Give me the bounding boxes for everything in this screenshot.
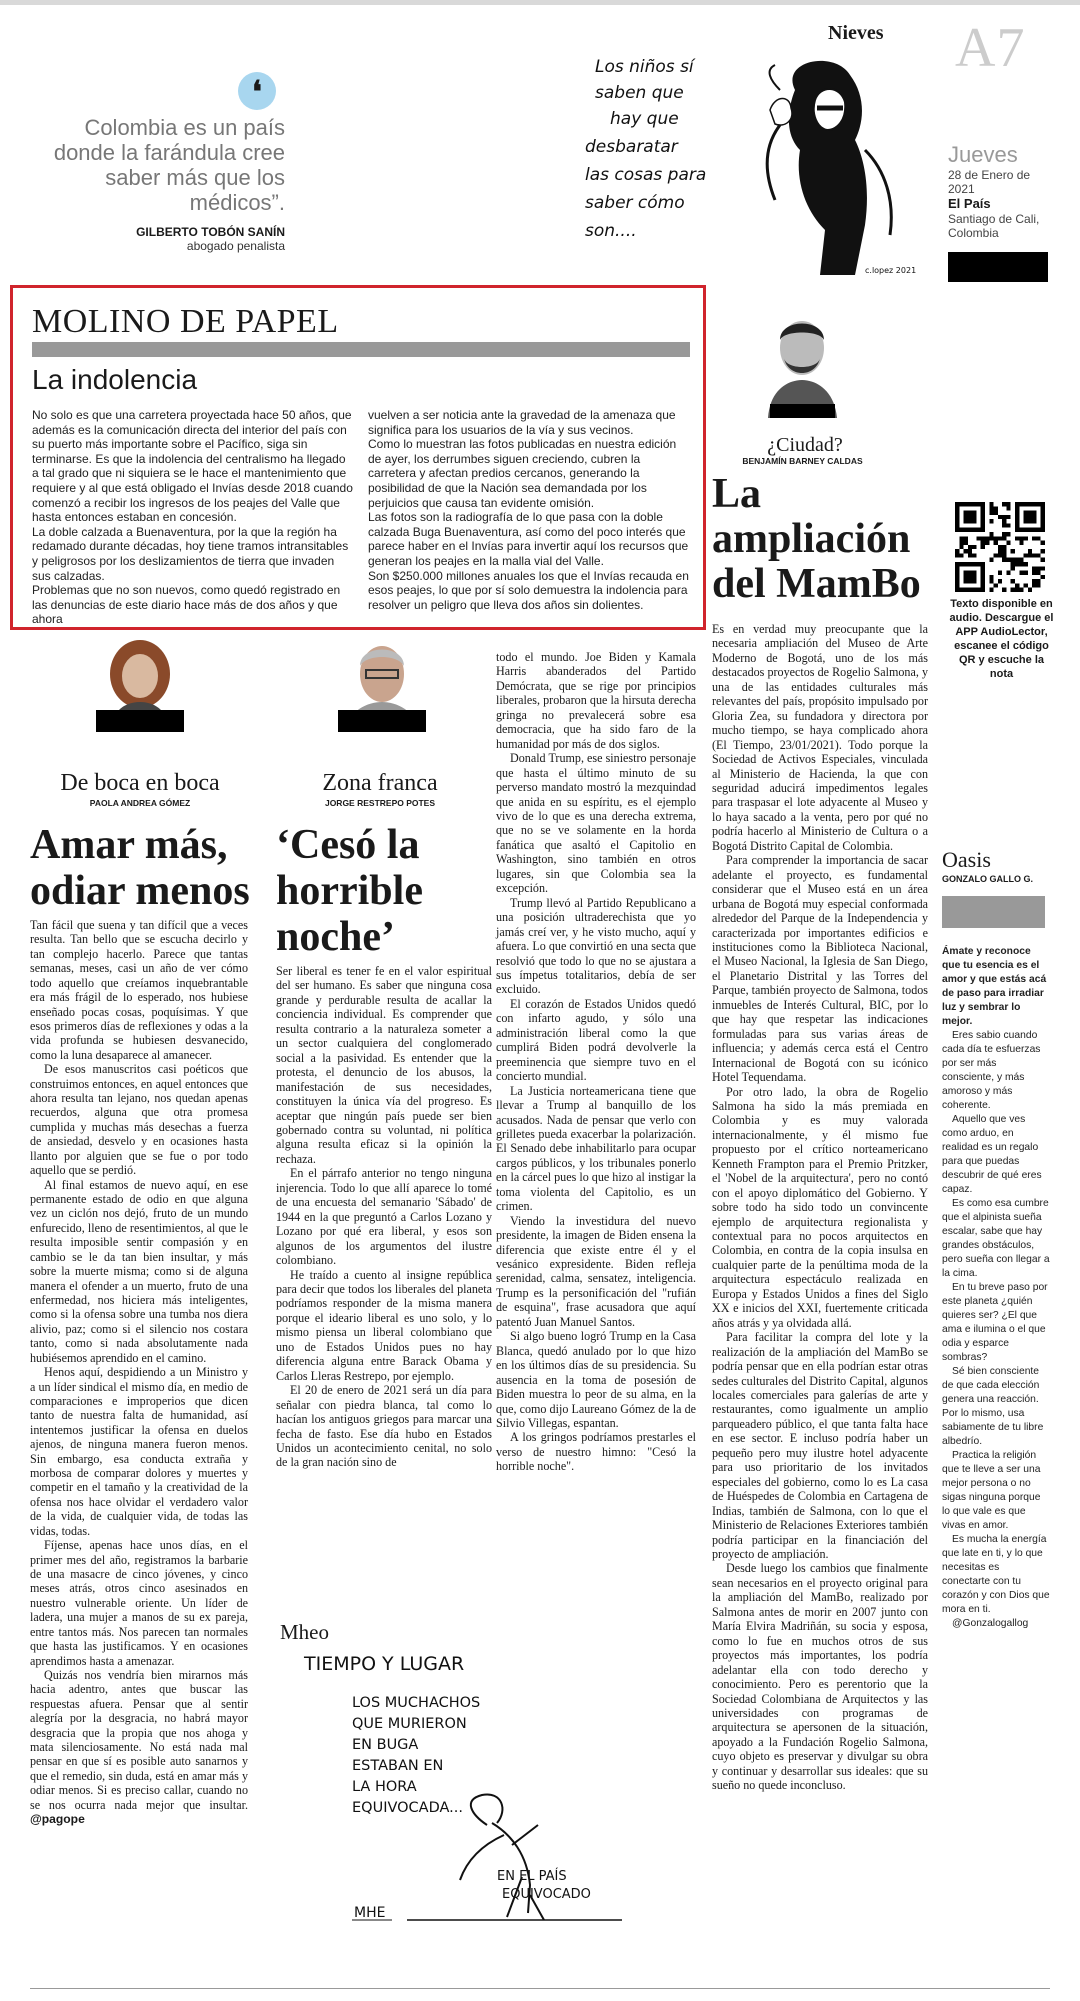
weekday: Jueves [948, 142, 1018, 167]
qr-module [1019, 558, 1023, 562]
cartoon-signature: c.lopez 2021 [865, 266, 917, 275]
qr-module [955, 549, 959, 553]
paragraph: La Justicia norteamericana tiene que llevar a Trump al banquillo de los acusados. Nada de pensar que verlo con grilletes pueda exacerbar la polarización. El Senado debe inhabilitarlo para ocupar cargos públicos, y los tribunales ponerlo en la cárcel pues lo que hizo al instigar la toma violenta del Capitolio, es un crimen. [496, 1083, 696, 1214]
paragraph: A los gringos podríamos prestarles el verso de nuestro himno: "Cesó la horrible noche". [496, 1430, 696, 1474]
cartoon-header: TIEMPO Y LUGAR [304, 1653, 465, 1675]
qr-caption: Texto disponible en audio. Descargue el APP AudioLector, escanee el código QR y escuche la nota [949, 598, 1054, 680]
paragraph: Henos aquí, despidiendo a un Ministro y a un líder sindical el mismo día, en medio de comparaciones e improperios que dicen tanto de nuestra falta de humanidad, así intentemos justificar la ofensa en duelos ajenos, de ninguna manera fueron menos. Sin embargo, esa conducta extraña y morbosa de comparar dolores y muertes y competir en el tamaño y la creatividad de la ofensa nos hace olvidar el verdadero valor de la vida, de cualquier vida, de todas las vidas, todas. [30, 1365, 248, 1538]
qr-module [959, 553, 963, 557]
paragraph: El 20 de enero de 2021 será un día para señalar con piedra blanca, tal como lo hacían los antiguos griegos para marcar una fecha de fasto. Ese día hubo en Estados Unidos un acontecimiento cenital, no solo de la gran nación sino de [276, 1383, 492, 1470]
qr-module [1032, 536, 1036, 540]
qr-module [989, 502, 993, 506]
qr-module [1015, 558, 1019, 562]
paragraph: Por otro lado, la obra de Rogelio Salmona ha sido la más premiada en Colombia y es muy valorada internacionalmente, y él mismo fue propuesto por el crítico norteamericano Kenneth Frampton para el Premio Pritzker, el 'Nobel de la arquitectura', pero no contó con el apoyo diplomático del Gobierno. Y sobre todo ha sido todo un convincente ejemplo de arquitectura regionalista y contextual para no pocos arquitectos en Colombia, en contra de la copia insulsa en cualquier parte de la penúltima moda de la arquitectura espectáculo realizada en Europa y Estados Unidos a fines del Siglo XX e inicios del XXI, fuertemente criticada años atrás y ya olvidada allá. [712, 1084, 928, 1330]
qr-module [1015, 562, 1019, 566]
qr-module [994, 583, 998, 587]
paragraph: Para facilitar la compra del lote y la realización de la ampliación del MamBo se podría pensar que en ella podrían estar otras sedes culturales del Distrito Capital, algunos locales comerciales para galerías de arte y restaurantes, como igualmente un amplio parqueadero público, el que tanta falta hace en ese sector. E incluso podría haber un pequeño pero muy ilustre hotel adyacente para uso prioritario de los invitados especiales del gobierno, como lo es La casa de Huéspedes de Colombia en Cartagena de Indias, también de Salmona, con lo que el Ministerio de Relaciones Exteriores también podría participar en la financiación del proyecto de ampliación. [712, 1330, 928, 1561]
paragraph: Las fotos son la radiografía de lo que pasa con la doble calzada Buga Buenaventura, así como del poco interés que parece haber en el Invías para invertir aquí los recursos que generan los peajes en la malla vial del Valle. [368, 510, 689, 568]
qr-module [1015, 588, 1019, 592]
paragraph: Trump llevó al Partido Republicano a una posición ultraderechista que yo jamás creí ver, y he visto mucho, aquí y afuera. Lo que convirtió en una secta que resolvió que todo lo que no se ajustara a sus ímpetus totalitarios, debía de ser excluido. [496, 895, 696, 997]
qr-module [1011, 566, 1015, 570]
qr-module [955, 553, 959, 557]
editorial-col-1 [32, 408, 355, 627]
qr-module [989, 558, 993, 562]
qr-module [1006, 506, 1010, 510]
cartoon-text-line: las cosas para [585, 165, 707, 185]
column-label-zona: Zona franca [322, 770, 438, 796]
twitter-handle[interactable]: @Gonzalogallog [952, 1618, 1029, 1629]
qr-module [964, 511, 977, 524]
qr-module [989, 511, 993, 515]
oasis-bar [942, 896, 1045, 928]
page-number: A7 [955, 17, 1026, 79]
qr-module [1024, 562, 1028, 566]
qr-module [989, 519, 993, 523]
qr-module [1036, 579, 1040, 583]
cartoon-text-line: desbaratar [585, 137, 678, 157]
paragraph: Es en verdad muy preocupante que la necesaria ampliación del Museo de Arte Moderno de Bogotá, uno de los más destacados proyectos de Rogelio Salmona, y una de las entidades culturales más relevantes del país, propósito impulsado por Gloria Zea, su fundadora y directora por mucho tiempo, se haya complicado ahora (El Tiempo, 23/01/2021). Todo porque la Sociedad de Activos Especiales, vinculada al Ministerio de Hacienda, la que con seguridad aducirá impedimentos legales para traspasar el lote adyacente al Museo y lo haya sacado a la venta, pero por qué no podría hacerlo al Ministerio de Cultura o a Bogotá Distrito Capital de Colombia. [712, 622, 928, 853]
qr-module [1019, 562, 1023, 566]
qr-module [1006, 571, 1010, 575]
qr-module [1019, 571, 1023, 575]
qr-module [994, 506, 998, 510]
paragraph: El corazón de Estados Unidos quedó con infarto agudo, y sólo una administración liberal como la que cumplirá Biden podrá devolverle la preeminencia que siempre tuvo en el concierto mundial. [496, 996, 696, 1084]
qr-module [1019, 541, 1023, 545]
qr-module [989, 506, 993, 510]
qr-module [968, 545, 972, 549]
qr-module [1002, 545, 1006, 549]
cartoon-sign-line: EN EL PAÍS [497, 1869, 567, 1884]
paragraph: Son $250.000 millones anuales los que el Invías recauda en esos peajes, lo que por sí solo demuestra la indolencia para resolver un peligro que lleva dos años sin dolientes. [368, 568, 689, 612]
qr-module [1002, 502, 1006, 506]
qr-module [972, 545, 976, 549]
paragraph: Practica la religión que te lleve a ser una mejor persona o no sigas ninguna porque lo que vale es que vivas en amor. [942, 1450, 1041, 1531]
qr-module [994, 511, 998, 515]
qr-module [1032, 579, 1036, 583]
qr-module [1032, 566, 1036, 570]
qr-module [1036, 566, 1040, 570]
article-body-ceso-col1 [276, 964, 492, 1470]
pull-quote-text: Colombia es un país donde la farándula cree saber más que los médicos”. [53, 115, 285, 215]
columnist-photo-gomez [96, 636, 184, 732]
qr-module [998, 549, 1002, 553]
twitter-handle[interactable]: @pagope [30, 1812, 85, 1827]
quote-mark-icon: ❛ [238, 72, 276, 110]
qr-module [1024, 571, 1028, 575]
qr-module [998, 515, 1002, 519]
qr-module [998, 571, 1002, 575]
paragraph: Al final estamos de nuevo aquí, en ese permanente estado de odio en que alguna vez un ciclón nos dejó, fruto de un mundo enfurecido, lleno de resentimientos, al que le resulta imposible sentir compasión y en cambio se le da tan bien insultar, y más sobre la muerte misma; como si de alguna manera el ofender a un muerto, fruto de una enfermedad, nos hiciera más inteligentes, como si la ofensa sobre una tumba nos diera alivio, paz; como si el silencio nos costara tanto, como si nada absolutamente nada hubiésemos aprendido en el camino. [30, 1177, 248, 1365]
cartoon-caption-line: EN BUGA [352, 1737, 419, 1753]
qr-module [1002, 519, 1006, 523]
qr-module [989, 532, 993, 536]
qr-module [1036, 553, 1040, 557]
qr-module [981, 536, 985, 540]
paragraph [30, 1668, 248, 1827]
qr-module [1002, 532, 1006, 536]
paragraph: todo el mundo. Joe Biden y Kamala Harris abanderados del Partido Demócrata, que se rige por principios liberales, probaron que la hirsuta derecha gringa no prevalecerá sobre esa democracia, que ha sido faro de la humanidad por más de dos siglos. [496, 650, 696, 751]
cartoon-signature: MHE [354, 1905, 386, 1921]
paragraph: De esos manuscritos casi poéticos que construimos entonces, en aquel entonces que ahora resulta tan lejano, nos quedan apenas recuerdos, alguna que otra promesa cumplida y muchas más desechas a fuerza de ansiedad, desvelo y en ocasiones hasta llanto por alguien que se fue o por todo aquello que se perdió. [30, 1062, 248, 1178]
column-label-boca: De boca en boca [60, 770, 220, 796]
qr-module [1036, 536, 1040, 540]
qr-module [1024, 583, 1028, 587]
cartoonist-label-mheo: Mheo [280, 1620, 329, 1644]
paragraph: Ámate y reconoce que tu esencia es el amor y que estás acá de paso para irradiar luz y sembrar lo mejor. [942, 946, 1047, 1027]
qr-module [1002, 523, 1006, 527]
cartoon-text-line: hay que [610, 109, 679, 129]
qr-module [1006, 532, 1010, 536]
paragraph: Donald Trump, ese siniestro personaje que hasta el último minuto de su perverso mandato mostró la mezquindad que anida en su espíritu, es el ejemplo vivo de lo que es una derecha extrema, que no se ve solamente en la horda fanática que asaltó el Capitolio en Washington, sino también en otros lugares, sin que Colombia sea la excepción. [496, 751, 696, 896]
columnist-name-gomez: PAOLA ANDREA GÓMEZ [89, 798, 191, 808]
paragraph: Como lo muestran las fotos publicadas en nuestra edición de ayer, los derrumbes siguen creciendo, cubren la carretera y afectan predios cercanos, generando la posibilidad de que la Nación sea demandada por los perjuicios que causa tan evidente omisión. [368, 437, 677, 510]
column-label-oasis: Oasis [942, 847, 991, 872]
qr-module [1041, 549, 1045, 553]
cartoon-text-line: Los niños sí [595, 57, 694, 77]
cartoon-text-line: son.... [585, 221, 637, 241]
qr-module [1019, 588, 1023, 592]
qr-module [964, 549, 968, 553]
qr-module [1028, 549, 1032, 553]
nieves-cartoon [565, 50, 940, 280]
qr-module [1006, 502, 1010, 506]
qr-module [972, 553, 976, 557]
paragraph: Es como esa cumbre que el alpinista sueña escalar, sabe que hay grandes obstáculos, pero sueña con llegar a la cima. [942, 1198, 1050, 1279]
paragraph: He traído a cuento al insigne república para decir que todos los liberales del planeta podríamos responder de la misma manera porque el ideario liberal es uno solo, y lo mismo piensa un liberal colombiano que uno de Estados Unidos pues no hay diferencia alguna entre Barack Obama y Carlos Lleras Restrepo, por ejemplo. [276, 1267, 492, 1383]
qr-module [959, 545, 963, 549]
qr-module [976, 536, 980, 540]
qr-module [1041, 541, 1045, 545]
top-rule [0, 0, 1080, 5]
editorial-col-2 [368, 408, 691, 612]
paragraph: Tan fácil que suena y tan difícil que a veces resulta. Tan bello que se escucha decirlo y tan complejo hacerlo. Parece que tantas semanas, meses, casi un año de ver cómo todo aquello que creíamos inquebrantable era más frágil de lo esperado, nos hubiese enseñado pocas cosas, poquísimas. Y que esos primeros días de reflexiones y odas a la vida profunda se hubiesen desvanecido, como la luna desaparece al amanecer. [30, 918, 248, 1062]
qr-module [985, 536, 989, 540]
columnist-name-restrepo: JORGE RESTREPO POTES [324, 798, 436, 808]
paragraph: vuelven a ser noticia ante la gravedad de la amenaza que significa para los usuarios de la vía y sus vecinos. [368, 408, 676, 437]
qr-module [994, 541, 998, 545]
paragraph-text: Quizás nos vendría bien mirarnos más hacia adentro, antes que buscar las respuestas afuera. Pensar que al sentir alegría por la desgracia, no habrá mayor desgracia que la propia que nos ahoga y mata silenciosamente. No está nada mal pensar en que sí es posible auto sanarnos y que el remedio, sin duda, está en amar más y odiar menos. Si es preciso callar, cuando no se nos ocurra nada mejor que insultar. [30, 1667, 248, 1812]
cartoon-caption-line: ESTABAN EN [352, 1758, 444, 1774]
qr-module [989, 536, 993, 540]
qr-module [998, 536, 1002, 540]
qr-module [1032, 583, 1036, 587]
qr-module [1032, 571, 1036, 575]
editorial-bar [32, 342, 690, 357]
qr-module [981, 545, 985, 549]
qr-module [998, 553, 1002, 557]
paragraph: Sé bien consciente de que cada elección genera una reacción. Por lo mismo, usa sabiamente de tu libre albedrío. [942, 1366, 1044, 1447]
paragraph: Aquello que ves como arduo, en realidad es un regalo para que puedas descubrir de qué eres capaz. [942, 1114, 1042, 1195]
article-body-amar [30, 918, 248, 1827]
headline-mambo: La ampliación del MamBo [712, 471, 921, 607]
qr-module [1006, 523, 1010, 527]
paragraph: Para comprender la importancia de sacar adelante el proyecto, es fundamental considerar que el Museo está en un área urbana de Bogotá muy especial conformada alrededor del Parque de la Independencia y caracterizada por importantes edificios e instituciones como la Biblioteca Nacional, el Museo Nacional, la Iglesia de San Diego, el Planetario Distrital y las Torres del Parque, también proyecto de Salmona, todos inmuebles de Interés Cultural, BIC, por lo que hay que respetar las indicaciones formuladas para sus varias áreas de influencia; y además cerca está el Centro Internacional de Bogotá con su icónico Hotel Tequendama. [712, 853, 928, 1085]
cartoon-text-line: saben que [595, 83, 684, 103]
qr-module [989, 588, 993, 592]
qr-module [959, 541, 963, 545]
qr-module [989, 575, 993, 579]
qr-module [1024, 553, 1028, 557]
qr-module [1002, 553, 1006, 557]
cartoon-caption-line: LA HORA [352, 1779, 417, 1795]
qr-module [989, 579, 993, 583]
qr-module [1019, 536, 1023, 540]
qr-module [1006, 515, 1010, 519]
qr-module [1011, 558, 1015, 562]
cartoon-caption-line: LOS MUCHACHOS [352, 1695, 481, 1711]
bottom-rule [30, 1988, 1050, 1989]
qr-module [1002, 515, 1006, 519]
qr-module [1036, 583, 1040, 587]
paragraph: Ser liberal es tener fe en el valor espiritual del ser humano. Es saber que ninguna cosa grande y perdurable resulta de acallar la conciencia individual. Es comprender que resulta contrario a la naturaleza someter a un sector cualquiera del conglomerado social a la pasividad. Es entender que la protesta, el denuncio de los abusos, la manifestación de sus necesidades, constituyen la única vía del progreso. Es aceptar que ningún país puede ser bien gobernado contra su voluntad, ni política alguna resulta eficaz si la opinión la rechaza. [276, 964, 492, 1166]
editorial-section-title: MOLINO DE PAPEL [32, 303, 339, 340]
paragraph: La doble calzada a Buenaventura, por la que la región ha redamado durante décadas, hoy tiene tramos intransitables y peligrosos por los deslizamientos de tierra que invaden sus calzadas. [32, 524, 349, 583]
paragraph: Problemas que no son nuevos, como quedó registrado en las denuncias de este diario hace más de dos años y que ahora [32, 583, 341, 627]
cartoon-caption-line: EQUIVOCADA... [352, 1800, 463, 1816]
article-body-ceso-col2 [496, 650, 696, 1474]
qr-module [1011, 549, 1015, 553]
cartoon-sign-line: EQUIVOCADO [502, 1887, 591, 1902]
qr-module [964, 541, 968, 545]
date: 28 de Enero de 2021 [948, 168, 1031, 196]
qr-module [1041, 558, 1045, 562]
qr-module [1002, 536, 1006, 540]
qr-module [1036, 571, 1040, 575]
columnist-photo-barney [760, 308, 845, 418]
qr-module [981, 541, 985, 545]
qr-module [1011, 579, 1015, 583]
qr-module [1015, 536, 1019, 540]
black-bar [948, 252, 1048, 282]
qr-module [1032, 553, 1036, 557]
qr-module [964, 571, 977, 584]
columnist-name-gallo: GONZALO GALLO G. [942, 874, 1033, 884]
qr-code-icon[interactable] [955, 502, 1045, 592]
pull-quote-author: GILBERTO TOBÓN SANÍN [136, 225, 285, 239]
qr-module [1006, 558, 1010, 562]
paragraph: Es mucha la energía que late en ti, y lo que necesitas es conectarte con tu corazón y con Dios que mora en ti. [942, 1534, 1050, 1615]
pull-quote-role: abogado penalista [186, 239, 285, 253]
columnist-name-barney: BENJAMÍN BARNEY CALDAS [742, 456, 863, 466]
columnist-photo-restrepo [338, 636, 426, 732]
qr-module [1015, 583, 1019, 587]
qr-module [964, 536, 968, 540]
qr-module [1002, 588, 1006, 592]
oasis-body [942, 945, 1050, 1631]
cartoon-text-line: saber cómo [585, 193, 685, 213]
newspaper-name: El País [948, 196, 991, 211]
qr-module [1028, 588, 1032, 592]
qr-module [1006, 541, 1010, 545]
paragraph: Eres sabio cuando cada día te esfuerzas por ser más consciente, y más amoroso y más coherente. [942, 1030, 1041, 1111]
paragraph: Viendo la investidura del nuevo presidente, la imagen de Biden ensena la diferencia que existe entre él y el vesánico expresidente. Biden refleja serenidad, calma, sensatez, inteligencia. Trump es la personificación del "rufián de esquina", frase acusadora que aquí patentó Juan Manuel Santos. [496, 1213, 696, 1329]
qr-module [994, 536, 998, 540]
qr-module [998, 545, 1002, 549]
headline-ceso: ‘Cesó la horrible noche’ [276, 822, 423, 960]
column-label-ciudad: ¿Ciudad? [767, 434, 843, 456]
paragraph: Fíjense, apenas hace unos días, en el primer mes del año, registramos la barbarie de una masacre de cinco jóvenes, y cinco meses atrás, otros cinco asesinados en nuestro vulnerable oriente. Un líder de ladera, una mujer a manos de su ex pareja, entre tantos más. Nos parecen tan normales que hasta las justificamos. Y en ocasiones aprendimos hasta a amenazar. [30, 1538, 248, 1668]
qr-module [1041, 566, 1045, 570]
city: Santiago de Cali, Colombia [948, 212, 1040, 240]
editorial-title: La indolencia [32, 364, 198, 395]
qr-module [968, 549, 972, 553]
mheo-cartoon [282, 1645, 622, 1945]
qr-module [1011, 588, 1015, 592]
cartoonist-label: Nieves [828, 22, 884, 44]
paragraph: No solo es que una carretera proyectada hace 50 años, que además es la comunicación directa del interior del país con su puerto más importante sobre el Pacífico, siga sin terminarse. Es que la indolencia del centralismo ha llegado a tal grado que ni siquiera se le hace el mantenimiento que requiere y al que está obligado el Invías desde 2018 cuando comenzó a recibir los ingresos de los peajes del Valle que hasta entonces estaban en concesión. [32, 408, 353, 525]
headline-amar: Amar más, odiar menos [30, 822, 250, 914]
qr-module [998, 579, 1002, 583]
qr-module [1024, 511, 1037, 524]
qr-module [1028, 553, 1032, 557]
qr-module [985, 541, 989, 545]
article-body-mambo [712, 622, 928, 1793]
qr-module [1002, 558, 1006, 562]
qr-module [968, 553, 972, 557]
qr-module [1024, 536, 1028, 540]
qr-module [959, 536, 963, 540]
paragraph: En el párrafo anterior no tengo ninguna injerencia. Todo lo que allí aparece lo tomé de una encuesta del semanario 'Sábado' de 1944 en la que preguntó a Carlos Lozano y Lozano por qué era liberal, y esos son algunos de los argumentos del ilustre colombiano. [276, 1166, 492, 1268]
qr-module [1041, 575, 1045, 579]
qr-module [994, 553, 998, 557]
cartoon-caption-line: QUE MURIERON [352, 1716, 467, 1732]
paragraph: En tu breve paso por este planeta ¿quién quieres ser? ¿El que ama e ilumina o el que odia y esparce sombras? [942, 1282, 1048, 1363]
paragraph: Desde luego los cambios que finalmente sean necesarios en el proyecto original para la ampliación del MamBo, realizado por Salmona antes de morir en 2007 junto con María Elvira Madriñán, su socia y esposa, como lo fue en muchos otros de sus proyectos más importantes, los podría adelantar ella con todo derecho y conocimiento. Pero es perentorio que la Sociedad Colombiana de Arquitectos y las universidades con programas de arquitectura se apersonen de la situación, apoyado a la Fundación Rogelio Salmona, cuyo objeto es preservar y divulgar su obra y continuar y desarrollar sus ideales: que su sueño no quede inconcluso. [712, 1561, 928, 1793]
paragraph: Si algo bueno logró Trump en la Casa Blanca, quedó anulado por lo que hizo en los últimos días de su presidencia. Su ausencia en la toma de posesión de Biden muestra lo peor de su alma, en la que, como dijo Laureano Gómez de la de Silvio Villegas, espantan. [496, 1329, 696, 1431]
qr-module [1011, 562, 1015, 566]
qr-module [1002, 549, 1006, 553]
